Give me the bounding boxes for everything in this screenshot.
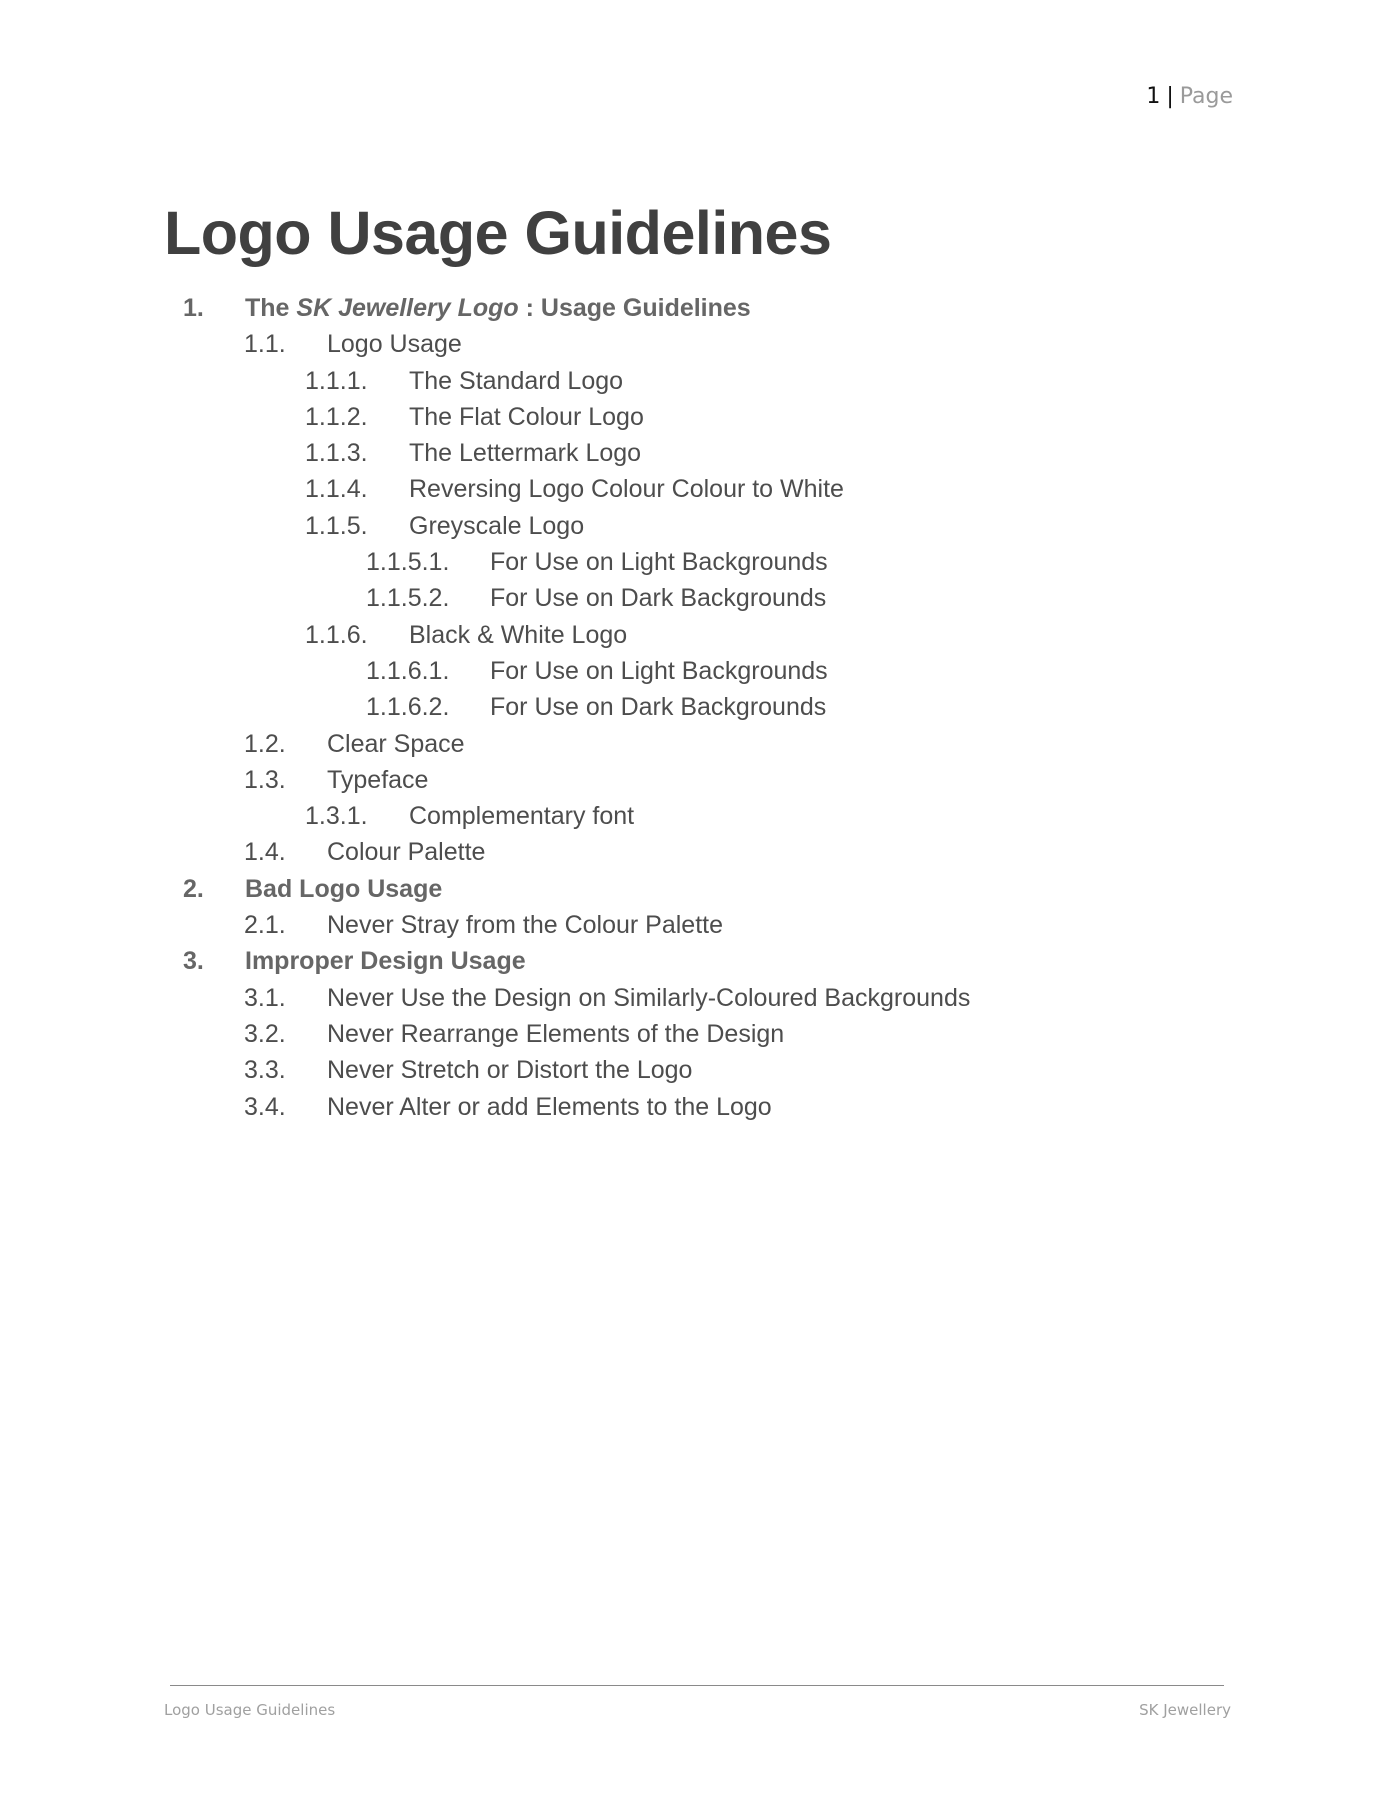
toc-entry [0,617,1391,653]
toc-entry-number: 3.3. [244,1056,286,1085]
toc-entry-title: Black & White Logo [409,620,628,649]
toc-entry-title: The Standard Logo [409,366,624,395]
toc-entry [0,471,1391,507]
toc-entry-number: 3.4. [244,1092,286,1121]
toc-entry [0,726,1391,762]
toc-entry-title: Never Use the Design on Similarly-Coloured Backgrounds [327,983,971,1012]
toc-entry-number: 1.1.3. [305,439,368,468]
toc-entry-title: Reversing Logo Colour Colour to White [409,475,844,504]
page-number-value: 1 [1146,84,1161,109]
toc-entry-title: Complementary font [409,802,635,831]
toc-entry [0,980,1391,1016]
page-label: Page [1179,84,1233,109]
toc-entry-number: 1.3. [244,765,286,794]
toc-entry-title: Clear Space [327,729,465,758]
toc-entry [0,1016,1391,1052]
toc-entry [0,834,1391,870]
toc-entry-title-suffix: : Usage Guidelines [518,294,751,322]
footer-document-title: Logo Usage Guidelines [164,1701,336,1719]
toc-entry-title: For Use on Light Backgrounds [490,548,828,577]
toc-entry-title: Greyscale Logo [409,511,585,540]
toc-entry-number: 1.4. [244,838,286,867]
toc-entry-title: Typeface [327,765,429,794]
document-title: Logo Usage Guidelines [164,199,832,267]
toc-entry [0,798,1391,834]
toc-entry-title-brand: SK Jewellery Logo [296,294,519,322]
toc-entry [0,871,1391,907]
table-of-contents [0,290,1391,1125]
toc-entry-title: For Use on Dark Backgrounds [490,584,827,613]
toc-entry-title: Improper Design Usage [245,947,526,976]
toc-entry-number: 1.1.6.1. [366,656,450,685]
toc-entry-number: 1.1.5.1. [366,548,450,577]
toc-entry-number: 1. [183,294,204,322]
toc-entry-number: 2. [183,874,204,903]
toc-entry-number: 1.1.5.2. [366,584,450,613]
toc-entry [0,943,1391,979]
toc-entry-title: The Flat Colour Logo [409,402,644,431]
toc-entry-title: Never Alter or add Elements to the Logo [327,1092,772,1121]
toc-entry-number: 3.1. [244,983,286,1012]
toc-entry-title: Logo Usage [327,330,462,359]
footer-company-name: SK Jewellery [1139,1701,1231,1719]
footer-divider [170,1685,1224,1686]
toc-entry [0,508,1391,544]
page-number [1146,84,1233,109]
toc-entry-title: The Lettermark Logo [409,439,642,468]
toc-entry-number: 3. [183,947,204,976]
toc-entry-title [245,290,751,326]
toc-entry-title: Never Stretch or Distort the Logo [327,1056,693,1085]
toc-entry [0,544,1391,580]
toc-entry [0,435,1391,471]
toc-entry [0,1089,1391,1125]
toc-entry [0,580,1391,616]
toc-entry-title: For Use on Dark Backgrounds [490,693,827,722]
toc-entry-title: Bad Logo Usage [245,874,443,903]
toc-entry-number: 1.3.1. [305,802,368,831]
toc-entry [0,689,1391,725]
toc-entry-number: 1.1.5. [305,511,368,540]
toc-entry-number: 1.2. [244,729,286,758]
toc-entry [0,326,1391,362]
toc-entry-title: Never Rearrange Elements of the Design [327,1019,785,1048]
toc-entry-number: 2.1. [244,911,286,940]
toc-entry-number: 1.1.6.2. [366,693,450,722]
toc-entry-number: 1.1.6. [305,620,368,649]
toc-entry-number: 1.1. [244,330,286,359]
toc-entry-title: Never Stray from the Colour Palette [327,911,723,940]
page-number-separator: | [1166,84,1174,109]
toc-entry [0,399,1391,435]
toc-entry-title: Colour Palette [327,838,486,867]
toc-entry-number: 1.1.4. [305,475,368,504]
toc-entry-number: 3.2. [244,1019,286,1048]
toc-entry-title: For Use on Light Backgrounds [490,656,828,685]
toc-entry [0,653,1391,689]
toc-entry [0,290,1391,326]
toc-entry [0,363,1391,399]
toc-entry [0,762,1391,798]
toc-entry [0,907,1391,943]
toc-entry-number: 1.1.1. [305,366,368,395]
toc-entry-title-prefix: The [245,294,297,322]
toc-entry-number: 1.1.2. [305,402,368,431]
toc-entry [0,1052,1391,1088]
